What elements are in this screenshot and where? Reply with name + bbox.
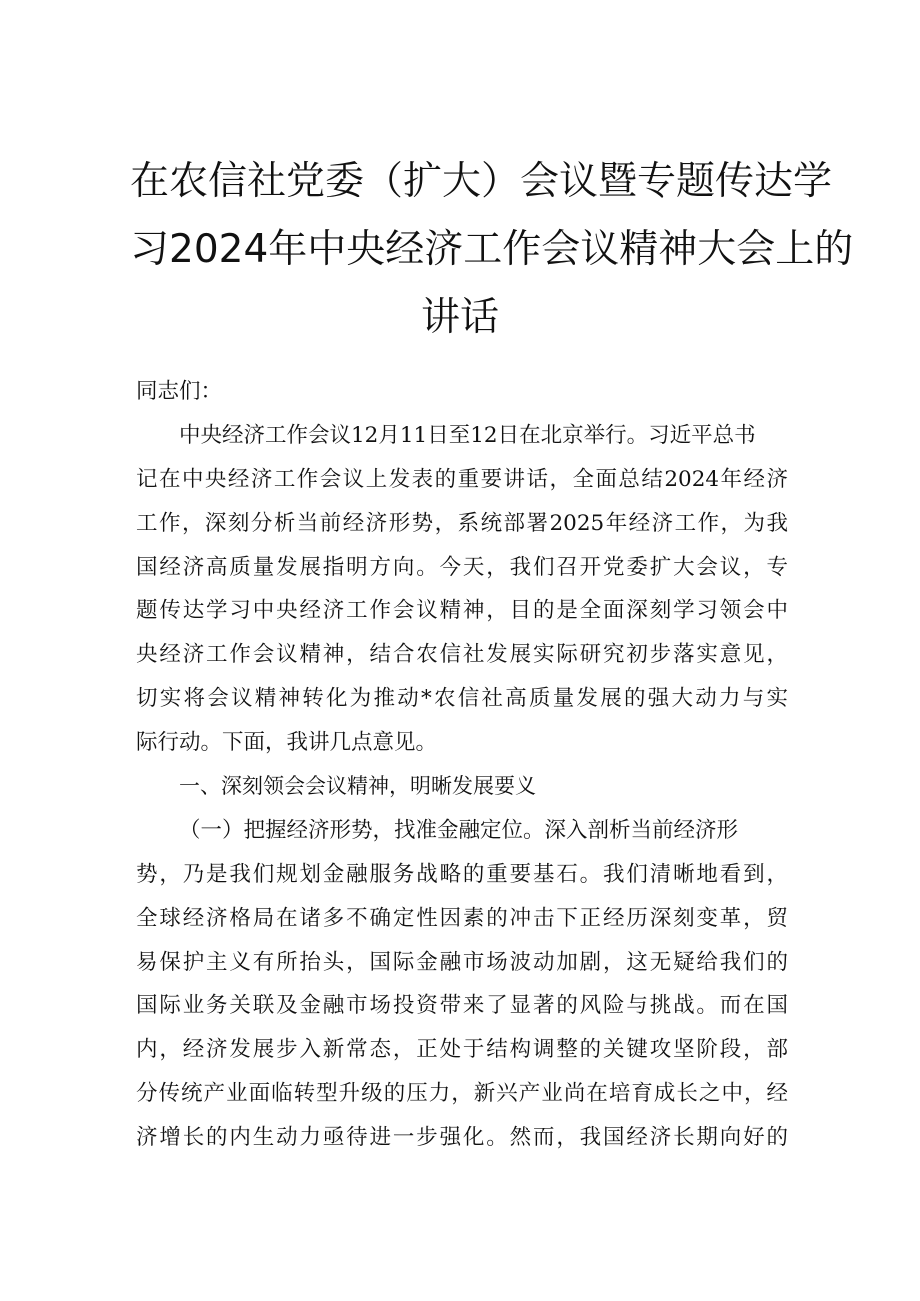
paragraph-line: 切实将会议精神转化为推动*农信社高质量发展的强大动力与实 xyxy=(136,686,788,712)
paragraph-section1 xyxy=(136,809,796,1160)
paragraph-line: 济增长的内生动力亟待进一步强化。然而，我国经济长期向好的 xyxy=(136,1125,788,1151)
salutation: 同志们： xyxy=(136,379,223,404)
paragraph-line: 势，乃是我们规划金融服务战略的重要基石。我们清晰地看到， xyxy=(136,861,788,887)
paragraph-line: 际行动。下面，我讲几点意见。 xyxy=(136,730,438,756)
paragraph-line: 分传统产业面临转型升级的压力，新兴产业尚在培育成长之中，经 xyxy=(136,1081,788,1107)
paragraph-line: 全球经济格局在诸多不确定性因素的冲击下正经历深刻变革，贸 xyxy=(136,905,788,931)
paragraph-line: 记在中央经济工作会议上发表的重要讲话，全面总结2024年经济 xyxy=(136,466,788,492)
paragraph-line: 内，经济发展步入新常态，正处于结构调整的关键攻坚阶段，部 xyxy=(136,1037,788,1063)
paragraph-line: 央经济工作会议精神，结合农信社发展实际研究初步落实意见， xyxy=(136,642,788,668)
paragraph-line: （一）把握经济形势，找准金融定位。深入剖析当前经济形 xyxy=(179,817,739,843)
document-body xyxy=(136,370,796,1160)
paragraph-line: 中央经济工作会议12月11日至12日在北京举行。习近平总书 xyxy=(179,422,756,448)
paragraph-line: 国际业务关联及金融市场投资带来了显著的风险与挑战。而在国 xyxy=(136,993,788,1019)
paragraph-line: 工作，深刻分析当前经济形势，系统部署2025年经济工作，为我 xyxy=(136,510,788,536)
paragraph-line: 国经济高质量发展指明方向。今天，我们召开党委扩大会议，专 xyxy=(136,554,788,580)
title-line: 讲话 xyxy=(420,295,499,340)
title-line: 习2024年中央经济工作会议精神大会上的 xyxy=(130,227,854,272)
paragraph-intro xyxy=(136,414,796,765)
document-title xyxy=(130,148,854,352)
title-line: 在农信社党委（扩大）会议暨专题传达学 xyxy=(130,159,833,204)
paragraph-line: 题传达学习中央经济工作会议精神，目的是全面深刻学习领会中 xyxy=(136,598,788,624)
paragraph-line: 易保护主义有所抬头，国际金融市场波动加剧，这无疑给我们的 xyxy=(136,949,788,975)
section-heading: 一、深刻领会会议精神，明晰发展要义 xyxy=(179,774,536,799)
